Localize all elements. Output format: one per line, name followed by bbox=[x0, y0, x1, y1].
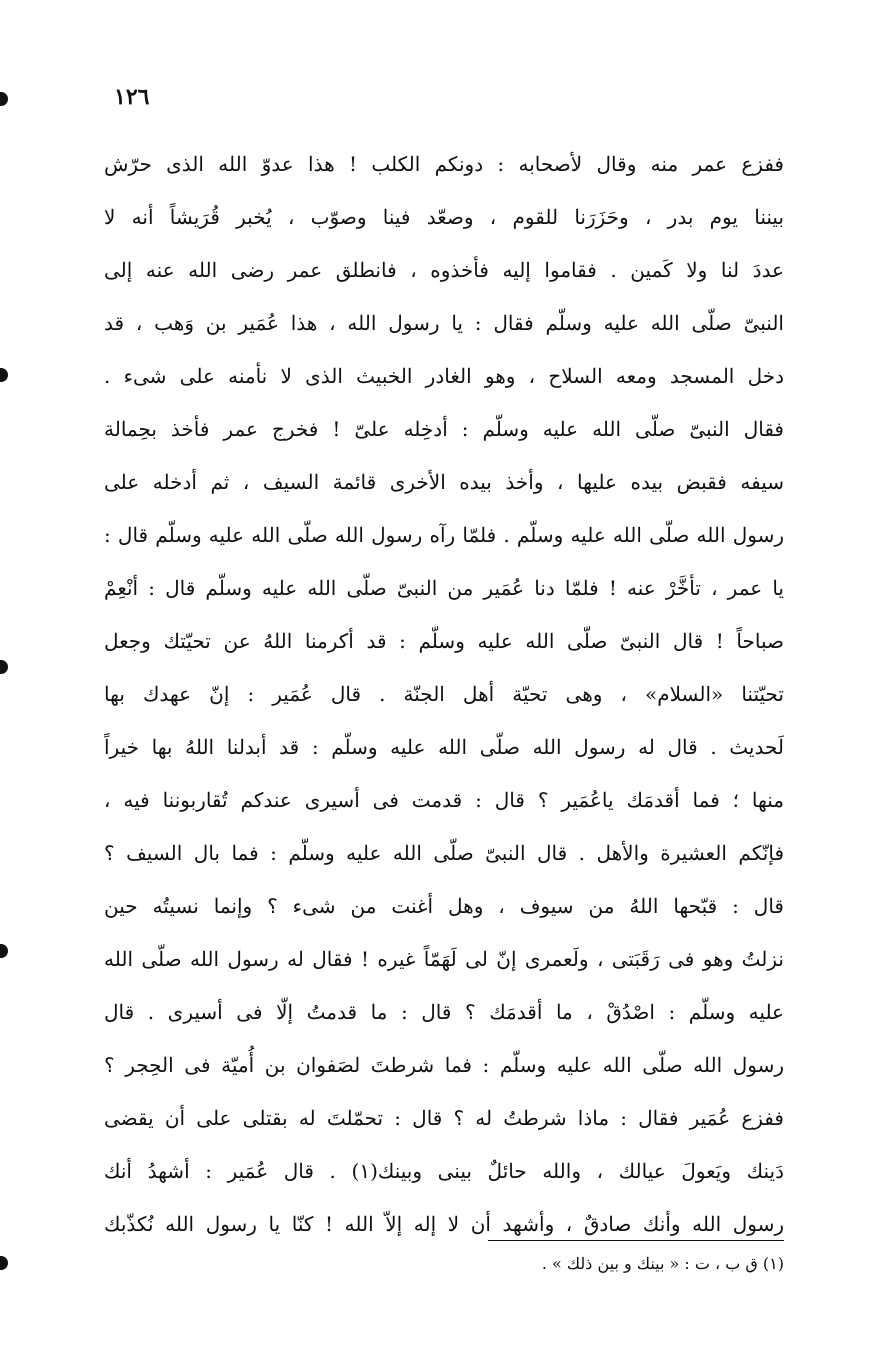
margin-mark bbox=[0, 92, 8, 106]
text-line: فإنّكم العشيرة والأهل . قال النبىّ صلّى الله عليه وسلّم : فما بال السيف ؟ bbox=[104, 841, 784, 865]
text-line: دخل المسجد ومعه السلاح ، وهو الغادر الخبيث الذى لا نأمنه على شىء . bbox=[104, 364, 784, 388]
text-line: دَينك ويَعولَ عيالك ، والله حائلٌ بينى وبينك(١) . قال عُمَير : أشهدُ أنك bbox=[104, 1159, 784, 1183]
margin-mark bbox=[0, 660, 8, 674]
page-number: ١٢٦ bbox=[114, 84, 150, 110]
text-line: لَحديث . قال له رسول الله صلّى الله عليه وسلّم : قد أبدلنا اللهُ بها خيراً bbox=[104, 735, 784, 759]
text-line: يا عمر ، تأخَّرْ عنه ! فلمّا دنا عُمَير من النبىّ صلّى الله عليه وسلّم قال : أنْعِمْ bbox=[104, 576, 784, 600]
text-line: ففزع عُمَير فقال : ماذا شرطتُ له ؟ قال : تحمّلتَ له بقتلى على أن يقضى bbox=[104, 1106, 784, 1130]
text-line: منها ؛ فما أقدمَك ياعُمَير ؟ قال : قدمت فى أسيرى عندكم تُقاربوننا فيه ، bbox=[104, 788, 784, 812]
body-text bbox=[104, 138, 784, 1251]
text-line: رسول الله صلّى الله عليه وسلّم : فما شرطتَ لصَفوان بن أُميّة فى الحِجر ؟ bbox=[104, 1053, 784, 1077]
text-line: ففزع عمر منه وقال لأصحابه : دونكم الكلب ! هذا عدوّ الله الذى حرّش bbox=[104, 152, 784, 176]
text-line: عددَ لنا ولا كَمين . فقاموا إليه فأخذوه ، فانطلق عمر رضى الله عنه إلى bbox=[104, 258, 784, 282]
margin-mark bbox=[0, 944, 8, 958]
margin-mark bbox=[0, 1256, 8, 1270]
text-line: نزلتُ وهو فى رَقَبَتى ، ولَعمرى إنّ لى لَهَمّاً غيره ! فقال له رسول الله صلّى الله bbox=[104, 947, 784, 971]
margin-mark bbox=[0, 368, 8, 382]
footnote: (١) ق ب ، ت : « بينك و بين ذلك » . bbox=[541, 1254, 784, 1273]
text-line: رسول الله وأنك صادقٌ ، وأشهد أن لا إله إلاّ الله ! كنّا يا رسول الله نُكذّبك bbox=[104, 1212, 784, 1236]
text-line: سيفه فقبض بيده عليها ، وأخذ بيده الأخرى قائمة السيف ، ثم أدخله على bbox=[104, 470, 784, 494]
text-line: رسول الله صلّى الله عليه وسلّم . فلمّا رآه رسول الله صلّى الله عليه وسلّم قال : bbox=[104, 523, 784, 547]
footnote-divider bbox=[488, 1240, 784, 1241]
text-line: صباحاً ! قال النبىّ صلّى الله عليه وسلّم : قد أكرمنا اللهُ عن تحيّتك وجعل bbox=[104, 629, 784, 653]
text-line: بيننا يوم بدر ، وحَزَرَنا للقوم ، وصعّد فينا وصوّب ، يُخبر قُرَيشاً أنه لا bbox=[104, 205, 784, 229]
text-line: النبىّ صلّى الله عليه وسلّم فقال : يا رسول الله ، هذا عُمَير بن وَهب ، قد bbox=[104, 311, 784, 335]
text-line: عليه وسلّم : اصْدُقْ ، ما أقدمَك ؟ قال : ما قدمتُ إلّا فى أسيرى . قال bbox=[104, 1000, 784, 1024]
text-line: تحيّتنا «السلام» ، وهى تحيّة أهل الجنّة . قال عُمَير : إنّ عهدك بها bbox=[104, 682, 784, 706]
text-line: فقال النبىّ صلّى الله عليه وسلّم : أدخِله علىّ ! فخرج عمر فأخذ بحِمالة bbox=[104, 417, 784, 441]
text-line: قال : قبّحها اللهُ من سيوف ، وهل أغنت من شىء ؟ وإنما نسيتُه حين bbox=[104, 894, 784, 918]
